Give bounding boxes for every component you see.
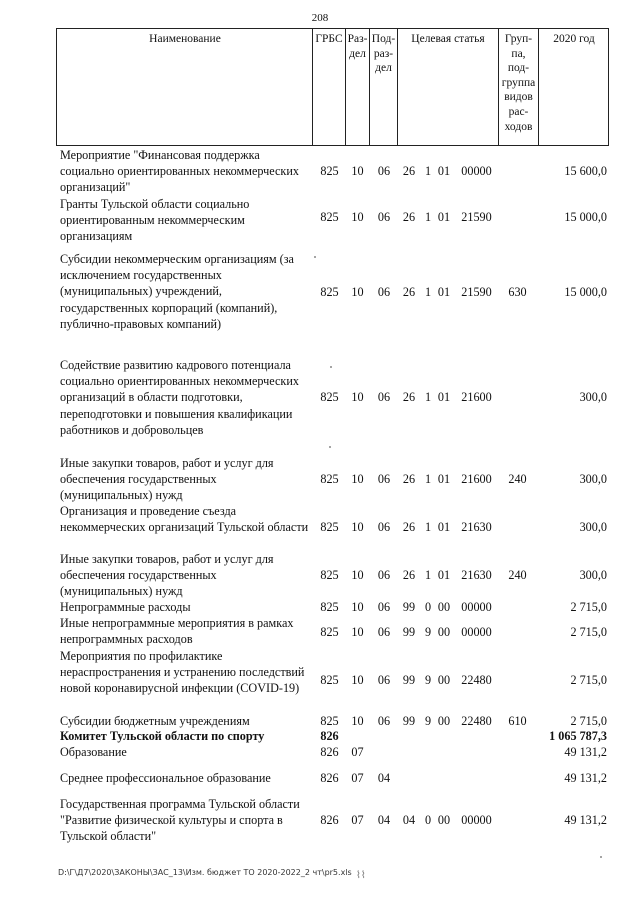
row-expense-type: 240 bbox=[508, 568, 527, 582]
row-grbs: 825 bbox=[320, 210, 339, 224]
row-direction: 21630 bbox=[461, 520, 492, 534]
row-program: 99 bbox=[402, 600, 416, 614]
row-grbs: 825 bbox=[320, 714, 339, 728]
row-direction: 21630 bbox=[461, 568, 492, 582]
row-razdel: 07 bbox=[351, 771, 364, 785]
row-name: Гранты Тульской области социально ориентированным некоммерческим организациям bbox=[60, 197, 250, 244]
row-razdel: 10 bbox=[351, 568, 364, 582]
row-expense-type: 630 bbox=[508, 285, 527, 299]
row-subprogram: 1 bbox=[424, 520, 432, 534]
row-grbs: 825 bbox=[320, 472, 339, 486]
row-razdel: 07 bbox=[351, 813, 364, 827]
row-subprogram: 1 bbox=[424, 285, 432, 299]
page-number: 208 bbox=[311, 12, 329, 24]
row-name: Иные закупки товаров, работ и услуг для обеспечения государственных (муниципальных) нужд bbox=[60, 456, 274, 503]
row-program: 99 bbox=[402, 714, 416, 728]
row-grbs: 825 bbox=[320, 600, 339, 614]
row-grbs: 826 bbox=[320, 745, 339, 759]
row-direction: 21600 bbox=[461, 472, 492, 486]
header-year: 2020 год bbox=[553, 33, 595, 45]
row-name: Мероприятие "Финансовая поддержка социально ориентированных некоммерческих организаций" bbox=[60, 148, 299, 195]
row-direction: 21590 bbox=[461, 210, 492, 224]
row-program: 26 bbox=[402, 568, 416, 582]
row-event: 01 bbox=[437, 472, 451, 486]
row-subprogram: 0 bbox=[424, 813, 432, 827]
row-program: 26 bbox=[402, 164, 416, 178]
scan-speck bbox=[314, 256, 316, 258]
row-name: Иные закупки товаров, работ и услуг для обеспечения государственных (муниципальных) нужд bbox=[60, 552, 274, 599]
row-podrazdel: 06 bbox=[377, 625, 391, 639]
row-direction: 22480 bbox=[461, 673, 492, 687]
row-razdel: 10 bbox=[351, 520, 364, 534]
row-amount: 49 131,2 bbox=[564, 813, 607, 827]
row-amount: 2 715,0 bbox=[570, 673, 607, 687]
row-grbs: 825 bbox=[320, 568, 339, 582]
row-event: 01 bbox=[437, 568, 451, 582]
row-direction: 22480 bbox=[461, 714, 492, 728]
row-name: Комитет Тульской области по спорту bbox=[60, 729, 265, 743]
row-name: Организация и проведение съезда некоммерческих организаций Тульской области bbox=[60, 504, 309, 535]
row-amount: 15 000,0 bbox=[564, 285, 607, 299]
row-name: Содействие развитию кадрового потенциала социально ориентированных некоммерческих организаций в области подготовки, переподготовки и повышения квалификации работников и добровольцев bbox=[60, 358, 299, 437]
row-direction: 00000 bbox=[461, 625, 492, 639]
row-event: 00 bbox=[437, 600, 451, 614]
row-event: 01 bbox=[437, 210, 451, 224]
row-amount: 49 131,2 bbox=[564, 745, 607, 759]
file-path-footer: D:\Г\Д7\2020\ЗАКОНЫ\ЗАС_13\Изм. бюджет ТО 2020-2022_2 чт\pr5.xls bbox=[58, 868, 352, 877]
row-subprogram: 1 bbox=[424, 472, 432, 486]
row-program: 04 bbox=[402, 813, 416, 827]
row-grbs: 825 bbox=[320, 673, 339, 687]
row-grbs: 825 bbox=[320, 285, 339, 299]
header-razdel: Раз- дел bbox=[347, 33, 368, 60]
row-event: 01 bbox=[437, 390, 451, 404]
row-podrazdel: 06 bbox=[377, 714, 391, 728]
row-event: 01 bbox=[437, 520, 451, 534]
row-razdel: 10 bbox=[351, 164, 364, 178]
row-event: 00 bbox=[437, 625, 451, 639]
row-direction: 00000 bbox=[461, 164, 492, 178]
row-amount: 300,0 bbox=[579, 520, 607, 534]
row-event: 00 bbox=[437, 673, 451, 687]
row-program: 26 bbox=[402, 390, 416, 404]
row-razdel: 10 bbox=[351, 210, 364, 224]
row-podrazdel: 06 bbox=[377, 285, 391, 299]
row-program: 26 bbox=[402, 472, 416, 486]
row-program: 99 bbox=[402, 673, 416, 687]
row-podrazdel: 06 bbox=[377, 210, 391, 224]
row-amount: 2 715,0 bbox=[570, 625, 607, 639]
row-name: Субсидии некоммерческим организациям (за исключением государственных (муниципальных) учреждений, государственных корпораций (компаний), публично-правовых компаний) bbox=[60, 252, 294, 331]
row-razdel: 10 bbox=[351, 673, 364, 687]
row-grbs: 825 bbox=[320, 625, 339, 639]
row-expense-type: 610 bbox=[508, 714, 527, 728]
row-event: 00 bbox=[437, 813, 451, 827]
header-target-article: Целевая статья bbox=[411, 33, 485, 45]
row-amount: 2 715,0 bbox=[570, 714, 607, 728]
scan-speck bbox=[600, 856, 602, 858]
handwritten-mark: ⌇⌇ bbox=[356, 870, 366, 881]
row-subprogram: 1 bbox=[424, 210, 432, 224]
row-subprogram: 9 bbox=[424, 714, 432, 728]
row-razdel: 10 bbox=[351, 390, 364, 404]
row-grbs: 826 bbox=[320, 813, 339, 827]
row-name: Мероприятия по профилактике нераспространения и устранению последствий новой коронавирусной инфекции (COVID-19) bbox=[60, 649, 305, 696]
row-amount: 300,0 bbox=[579, 472, 607, 486]
row-razdel: 10 bbox=[351, 714, 364, 728]
row-amount: 1 065 787,3 bbox=[549, 729, 607, 743]
row-program: 99 bbox=[402, 625, 416, 639]
row-direction: 00000 bbox=[461, 600, 492, 614]
row-podrazdel: 06 bbox=[377, 520, 391, 534]
row-event: 01 bbox=[437, 164, 451, 178]
row-podrazdel: 06 bbox=[377, 472, 391, 486]
row-grbs: 825 bbox=[320, 164, 339, 178]
row-event: 01 bbox=[437, 285, 451, 299]
row-grbs: 825 bbox=[320, 390, 339, 404]
row-grbs: 826 bbox=[320, 771, 339, 785]
row-razdel: 10 bbox=[351, 285, 364, 299]
row-program: 26 bbox=[402, 210, 416, 224]
row-amount: 15 600,0 bbox=[564, 164, 607, 178]
row-razdel: 10 bbox=[351, 625, 364, 639]
row-podrazdel: 06 bbox=[377, 390, 391, 404]
row-name: Государственная программа Тульской области "Развитие физической культуры и спорта в Тульской области" bbox=[60, 797, 300, 844]
scan-speck bbox=[330, 366, 332, 368]
header-podrazdel: Под- раз- дел bbox=[371, 33, 396, 75]
row-name: Образование bbox=[60, 745, 127, 759]
row-name: Иные непрограммные мероприятия в рамках непрограммных расходов bbox=[60, 616, 294, 647]
row-grbs: 826 bbox=[320, 729, 339, 743]
row-podrazdel: 04 bbox=[377, 813, 391, 827]
row-amount: 300,0 bbox=[579, 568, 607, 582]
scan-speck bbox=[329, 446, 331, 448]
row-direction: 21600 bbox=[461, 390, 492, 404]
row-podrazdel: 06 bbox=[377, 164, 391, 178]
row-subprogram: 9 bbox=[424, 673, 432, 687]
row-direction: 00000 bbox=[461, 813, 492, 827]
row-razdel: 07 bbox=[351, 745, 364, 759]
row-amount: 300,0 bbox=[579, 390, 607, 404]
row-name: Субсидии бюджетным учреждениям bbox=[60, 714, 250, 728]
row-subprogram: 1 bbox=[424, 390, 432, 404]
row-amount: 2 715,0 bbox=[570, 600, 607, 614]
row-razdel: 10 bbox=[351, 472, 364, 486]
row-name: Среднее профессиональное образование bbox=[60, 771, 271, 785]
row-podrazdel: 06 bbox=[377, 600, 391, 614]
row-program: 26 bbox=[402, 520, 416, 534]
row-subprogram: 1 bbox=[424, 164, 432, 178]
row-podrazdel: 06 bbox=[377, 673, 391, 687]
row-grbs: 825 bbox=[320, 520, 339, 534]
row-program: 26 bbox=[402, 285, 416, 299]
row-podrazdel: 06 bbox=[377, 568, 391, 582]
row-direction: 21590 bbox=[461, 285, 492, 299]
row-subprogram: 9 bbox=[424, 625, 432, 639]
row-amount: 49 131,2 bbox=[564, 771, 607, 785]
header-name: Наименование bbox=[149, 33, 221, 45]
row-expense-type: 240 bbox=[508, 472, 527, 486]
row-subprogram: 1 bbox=[424, 568, 432, 582]
header-grbs: ГРБС bbox=[315, 33, 343, 45]
row-name: Непрограммные расходы bbox=[60, 600, 191, 614]
header-expense-group: Груп- па, под- группа видов рас- ходов bbox=[501, 33, 536, 133]
row-event: 00 bbox=[437, 714, 451, 728]
row-amount: 15 000,0 bbox=[564, 210, 607, 224]
row-razdel: 10 bbox=[351, 600, 364, 614]
row-subprogram: 0 bbox=[424, 600, 432, 614]
row-podrazdel: 04 bbox=[377, 771, 391, 785]
